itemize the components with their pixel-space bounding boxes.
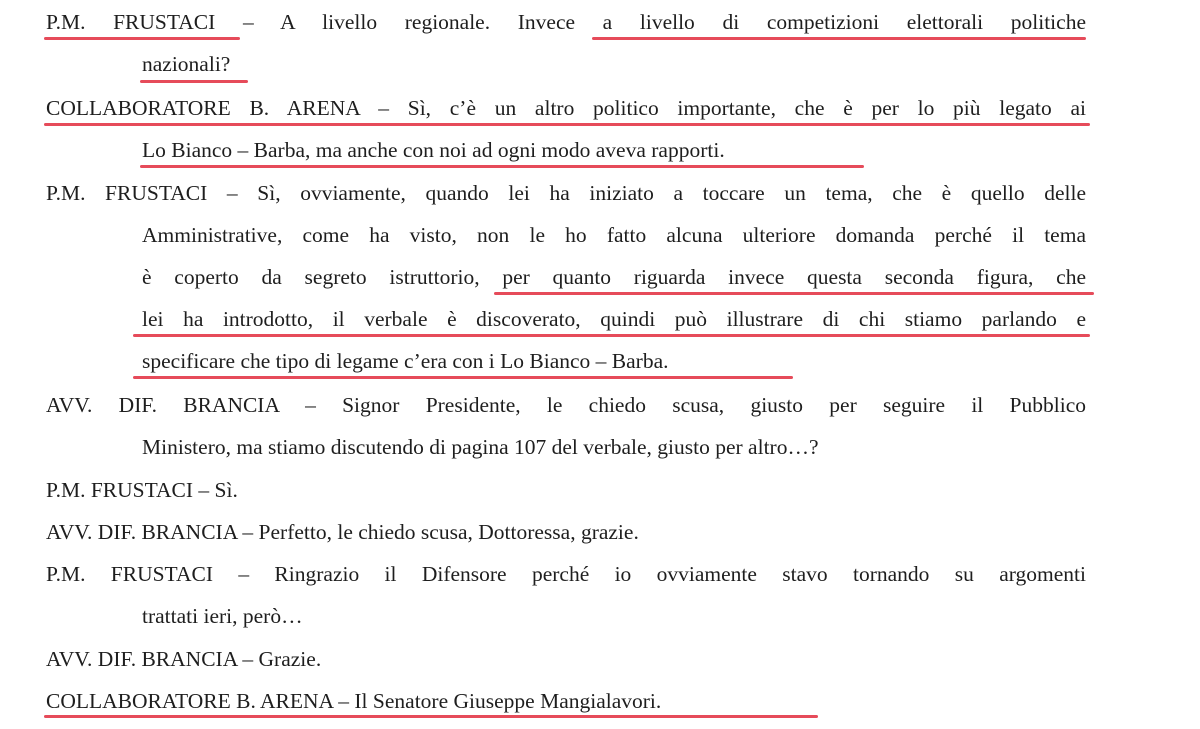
transcript-line-frustaci-3: P.M. FRUSTACI – Sì.: [46, 478, 238, 502]
transcript-line-continuation: Lo Bianco – Barba, ma anche con noi ad ogni modo aveva rapporti.: [142, 138, 725, 162]
highlight-underline: [140, 80, 248, 83]
transcript-line-frustaci-2: P.M. FRUSTACI – Sì, ovviamente, quando lei ha iniziato a toccare un tema, che è quello delle: [46, 181, 1086, 205]
highlight-underline: [44, 123, 1090, 126]
transcript-line-brancia-3: AVV. DIF. BRANCIA – Grazie.: [46, 647, 322, 671]
transcript-line-continuation: trattati ieri, però…: [142, 604, 303, 628]
transcript-line-brancia-2: AVV. DIF. BRANCIA – Perfetto, le chiedo scusa, Dottoressa, grazie.: [46, 520, 639, 544]
highlight-underline: [140, 165, 864, 168]
transcript-line-continuation: nazionali?: [142, 52, 231, 76]
highlight-underline: [133, 376, 793, 379]
transcript-line-continuation: Amministrative, come ha visto, non le ho fatto alcuna ulteriore domanda perché il tema: [142, 223, 1086, 247]
transcript-line-arena-2: COLLABORATORE B. ARENA – Il Senatore Giuseppe Mangialavori.: [46, 689, 662, 713]
highlight-underline: [592, 37, 1086, 40]
transcript-line-continuation: Ministero, ma stiamo discutendo di pagina 107 del verbale, giusto per altro…?: [142, 435, 819, 459]
highlight-underline: [494, 292, 1094, 295]
highlight-underline: [133, 334, 1090, 337]
highlight-underline: [44, 715, 818, 718]
transcript-line-brancia-1: AVV. DIF. BRANCIA – Signor Presidente, le chiedo scusa, giusto per seguire il Pubblico: [46, 393, 1086, 417]
transcript-line-continuation: lei ha introdotto, il verbale è discoverato, quindi può illustrare di chi stiamo parlando e: [142, 307, 1086, 331]
transcript-line-continuation: specificare che tipo di legame c’era con i Lo Bianco – Barba.: [142, 349, 669, 373]
transcript-line-arena-1: COLLABORATORE B. ARENA – Sì, c’è un altro politico importante, che è per lo più legato ai: [46, 96, 1086, 120]
highlight-underline: [44, 37, 240, 40]
transcript-line-frustaci-1: P.M. FRUSTACI – A livello regionale. Invece a livello di competizioni elettorali politiche: [46, 10, 1086, 34]
transcript-line-continuation: è coperto da segreto istruttorio, per quanto riguarda invece questa seconda figura, che: [142, 265, 1086, 289]
transcript-line-frustaci-4: P.M. FRUSTACI – Ringrazio il Difensore perché io ovviamente stavo tornando su argomenti: [46, 562, 1086, 586]
